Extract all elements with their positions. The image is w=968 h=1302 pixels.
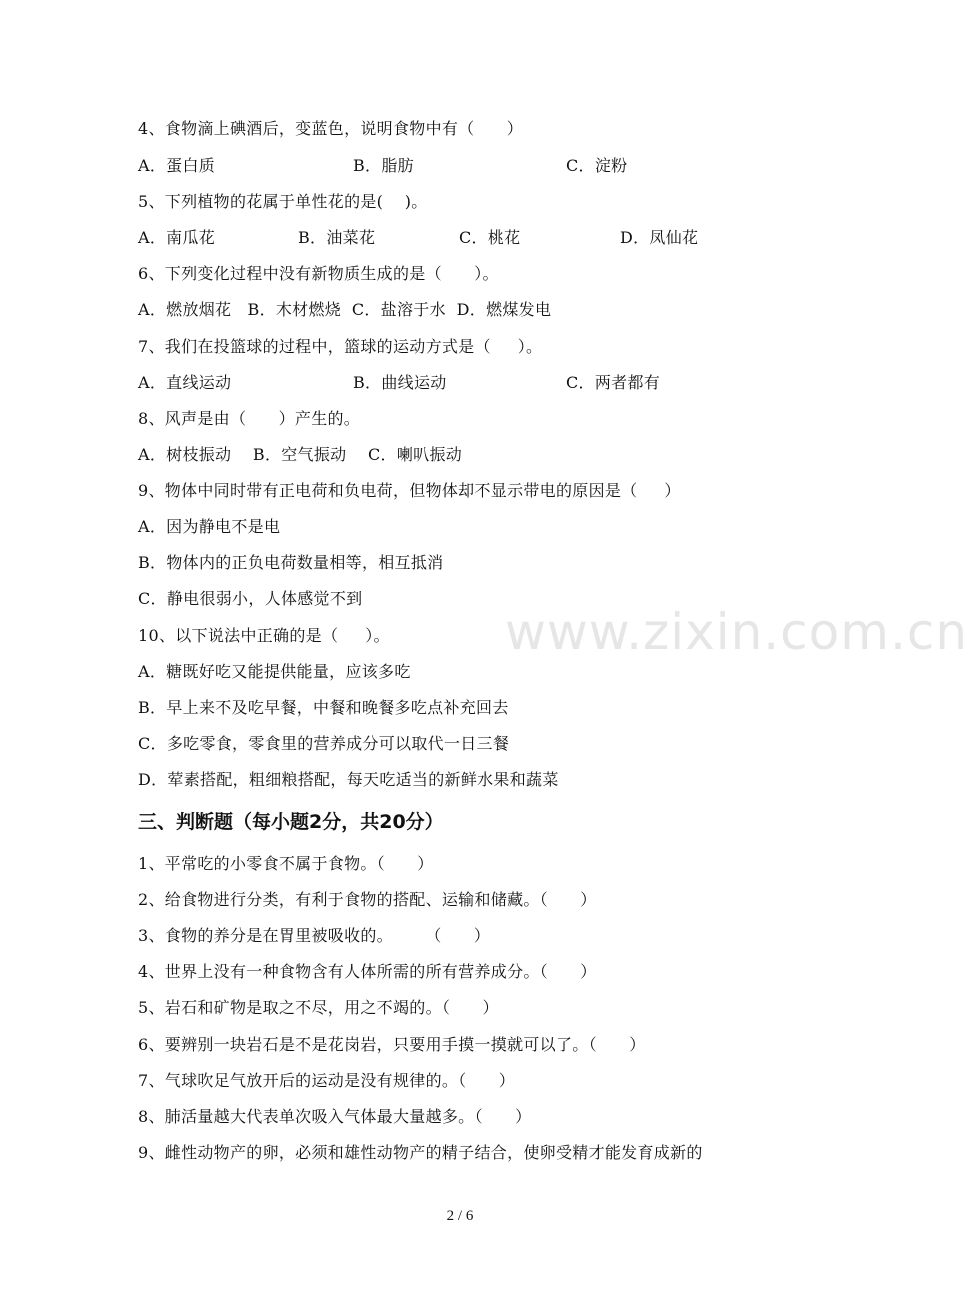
question-4: 4、食物滴上碘酒后，变蓝色，说明食物中有（ ）: [138, 119, 524, 138]
judgement-item-4: 4、世界上没有一种食物含有人体所需的所有营养成分。（ ）: [138, 962, 597, 981]
judgement-item-5: 5、岩石和矿物是取之不尽，用之不竭的。（ ）: [138, 998, 499, 1017]
question-4-option-a: A．蛋白质: [138, 156, 216, 175]
question-10-option-c: C．多吃零食，零食里的营养成分可以取代一日三餐: [138, 734, 510, 753]
judgement-item-7: 7、气球吹足气放开后的运动是没有规律的。（ ）: [138, 1071, 516, 1090]
question-10-option-b: B．早上来不及吃早餐，中餐和晚餐多吃点补充回去: [138, 698, 509, 717]
question-5-option-b: B．油菜花: [298, 228, 376, 247]
judgement-item-1: 1、平常吃的小零食不属于食物。（ ）: [138, 854, 434, 873]
question-10-option-a: A．糖既好吃又能提供能量，应该多吃: [138, 662, 411, 681]
question-4-option-b: B．脂肪: [353, 156, 414, 175]
judgement-item-6: 6、要辨别一块岩石是不是花岗岩，只要用手摸一摸就可以了。（ ）: [138, 1035, 646, 1054]
question-7-option-b: B．曲线运动: [353, 373, 447, 392]
judgement-item-9: 9、雌性动物产的卵，必须和雄性动物产的精子结合，使卵受精才能发育成新的: [138, 1143, 703, 1162]
question-9: 9、物体中同时带有正电荷和负电荷，但物体却不显示带电的原因是（ ）: [138, 481, 681, 500]
question-4-option-c: C．淀粉: [566, 156, 628, 175]
question-8: 8、风声是由（ ）产生的。: [138, 409, 361, 428]
question-6: 6、下列变化过程中没有新物质生成的是（ ）。: [138, 264, 499, 283]
question-5: 5、下列植物的花属于单性花的是( )。: [138, 192, 428, 211]
watermark: www.zixin.com.cn: [505, 603, 968, 661]
page-number: 2 / 6: [446, 1208, 474, 1224]
question-5-option-c: C．桃花: [459, 228, 521, 247]
question-6-options: A．燃放烟花 B．木材燃烧 C．盐溶于水 D．燃煤发电: [138, 300, 552, 319]
judgement-item-8: 8、肺活量越大代表单次吸入气体最大量越多。（ ）: [138, 1107, 532, 1126]
question-7: 7、我们在投篮球的过程中，篮球的运动方式是（ ）。: [138, 337, 543, 356]
judgement-item-3: 3、食物的养分是在胃里被吸收的。 （ ）: [138, 926, 491, 945]
question-9-option-a: A．因为静电不是电: [138, 517, 281, 536]
question-10-option-d: D．荤素搭配，粗细粮搭配，每天吃适当的新鲜水果和蔬菜: [138, 770, 559, 789]
question-10: 10、以下说法中正确的是（ ）。: [138, 626, 390, 645]
section-title-judgement: 三、判断题（每小题2分，共20分）: [138, 811, 444, 833]
question-9-option-c: C．静电很弱小，人体感觉不到: [138, 589, 363, 608]
question-5-option-d: D．凤仙花: [620, 228, 699, 247]
judgement-item-2: 2、给食物进行分类，有利于食物的搭配、运输和储藏。（ ）: [138, 890, 597, 909]
question-7-option-c: C．两者都有: [566, 373, 661, 392]
question-9-option-b: B．物体内的正负电荷数量相等，相互抵消: [138, 553, 444, 572]
question-8-options: A．树枝振动 B．空气振动 C．喇叭振动: [138, 445, 463, 464]
question-7-option-a: A．直线运动: [138, 373, 232, 392]
question-5-option-a: A．南瓜花: [138, 228, 216, 247]
